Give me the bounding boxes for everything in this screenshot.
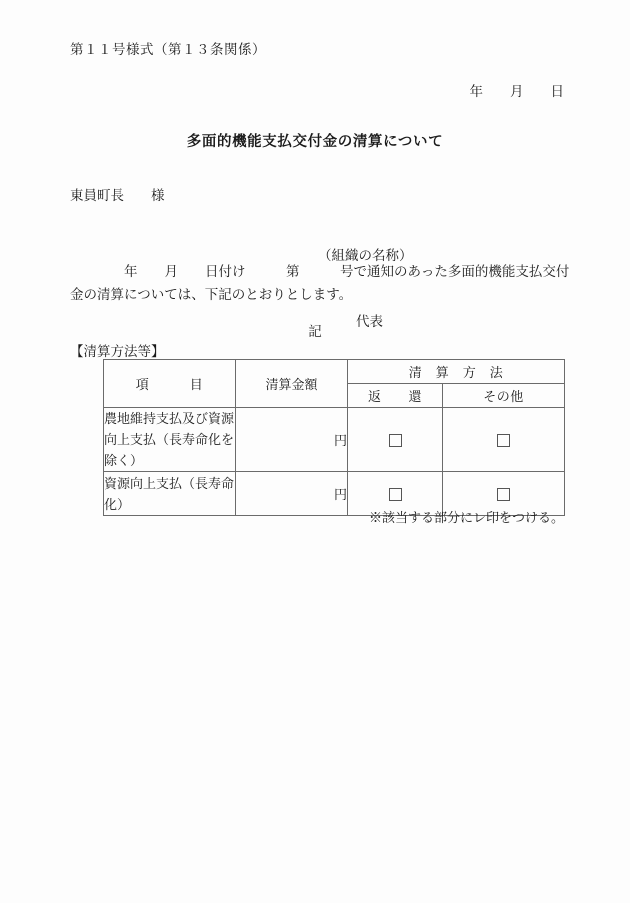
checkbox-other-icon[interactable] (497, 434, 510, 447)
row-amount-field[interactable]: 円 (236, 472, 348, 516)
footnote: ※該当する部分にレ印をつける。 (368, 510, 564, 525)
form-number: 第１１号様式（第１３条関係） (70, 42, 266, 57)
addressee: 東員町長 様 (70, 188, 165, 203)
row-item-label: 資源向上支払（長寿命化） (104, 472, 236, 516)
column-header-item: 項 目 (104, 360, 236, 408)
representative-label: 代表 (356, 314, 383, 329)
table-header-row-top (104, 360, 565, 384)
ki-marker: 記 (308, 324, 322, 339)
row-amount-field[interactable]: 円 (236, 408, 348, 472)
column-header-method-return: 返 還 (348, 384, 443, 408)
column-header-amount: 清算金額 (236, 360, 348, 408)
checkbox-other-icon[interactable] (497, 488, 510, 501)
section-heading-settlement-method: 【清算方法等】 (70, 344, 165, 359)
table-body (104, 408, 565, 516)
page-title: 多面的機能支払交付金の清算について (186, 134, 444, 150)
row-return-checkbox-cell[interactable] (348, 408, 443, 472)
checkbox-return-icon[interactable] (389, 434, 402, 447)
table-header (104, 360, 565, 408)
date-line: 年 月 日 (469, 84, 564, 99)
organization-name: （組織の名称） (318, 248, 413, 263)
column-header-method-other: その他 (443, 384, 565, 408)
table-row (104, 408, 565, 472)
checkbox-return-icon[interactable] (389, 488, 402, 501)
row-other-checkbox-cell[interactable] (443, 408, 565, 472)
body-paragraph: 年 月 日付け 第 号で通知のあった多面的機能支払交付金の清算については、下記のとおりとします。 (70, 264, 570, 302)
row-item-label: 農地維持支払及び資源向上支払（長寿命化を除く） (104, 408, 236, 472)
settlement-table (103, 359, 565, 516)
column-header-method-group: 清 算 方 法 (348, 360, 565, 384)
settlement-table-wrapper (103, 359, 564, 516)
